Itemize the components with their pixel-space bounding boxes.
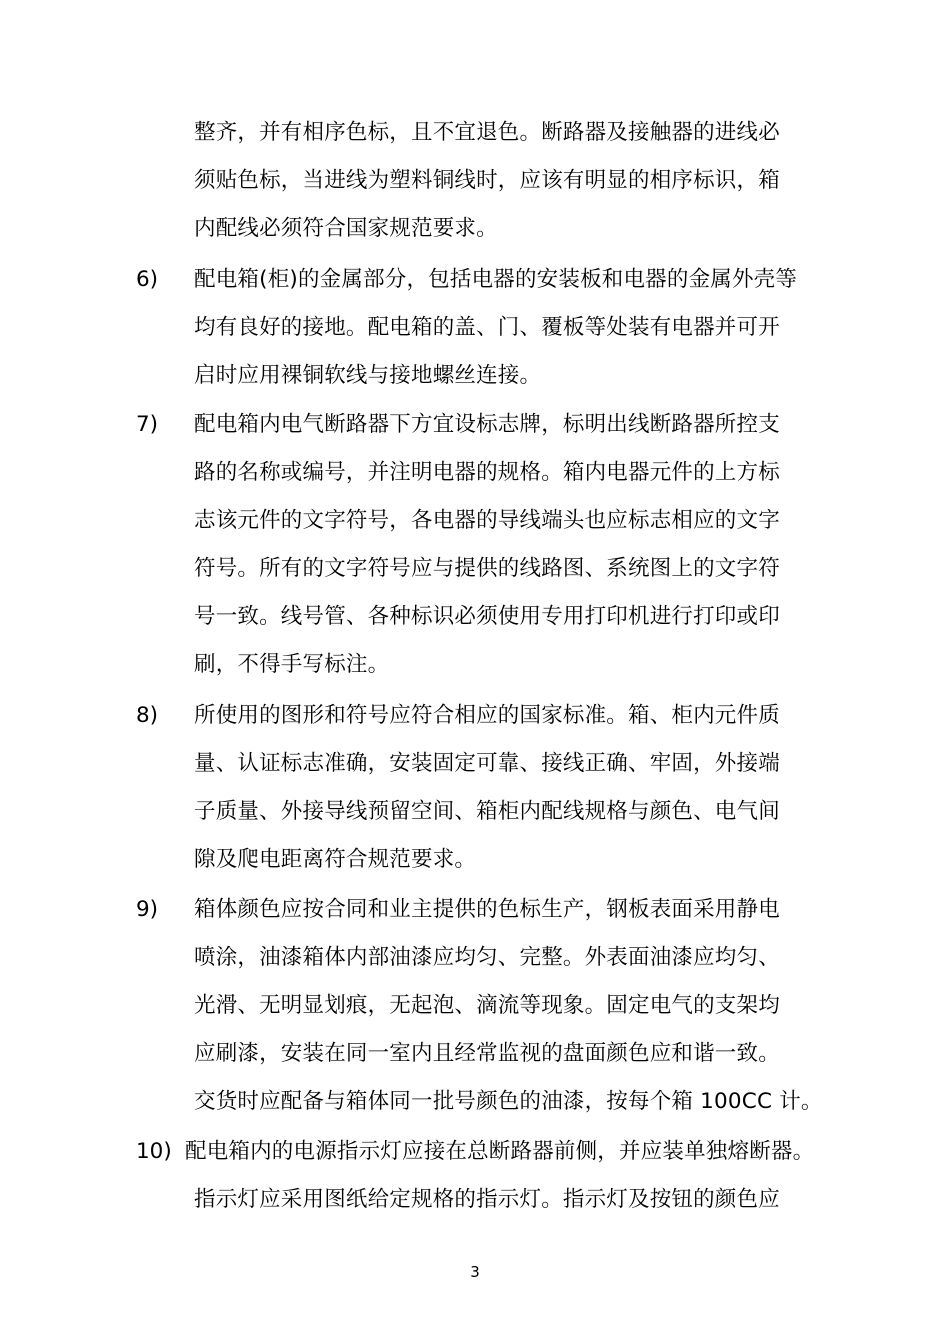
page-number: 3 (470, 1263, 480, 1281)
list-item-line: 配电箱(柜)的金属部分，包括电器的安装板和电器的金属外壳等 (194, 267, 798, 292)
list-item-number: 10) (136, 1139, 172, 1164)
paragraph-line: 整齐，并有相序色标，且不宜退色。断路器及接触器的进线必 (194, 120, 780, 145)
list-item-line: 光滑、无明显划痕，无起泡、滴流等现象。固定电气的支架均 (194, 993, 780, 1018)
list-item-line: 子质量、外接导线预留空间、箱柜内配线规格与颜色、电气间 (194, 799, 780, 824)
list-item-line: 所使用的图形和符号应符合相应的国家标准。箱、柜内元件质 (194, 703, 780, 728)
list-item-line: 符号。所有的文字符号应与提供的线路图、系统图上的文字符 (194, 556, 780, 581)
list-item-line: 箱体颜色应按合同和业主提供的色标生产，钢板表面采用静电 (194, 897, 780, 922)
list-item-line: 隙及爬电距离符合规范要求。 (194, 847, 477, 872)
list-item-number: 7) (136, 412, 159, 437)
list-item-line: 喷涂，油漆箱体内部油漆应均匀、完整。外表面油漆应均匀、 (194, 945, 780, 970)
list-item-number: 8) (136, 703, 159, 728)
list-item-line: 路的名称或编号，并注明电器的规格。箱内电器元件的上方标 (194, 460, 780, 485)
paragraph-line: 内配线必须符合国家规范要求。 (194, 216, 498, 241)
list-item-line: 交货时应配备与箱体同一批号颜色的油漆，按每个箱 100CC 计。 (194, 1089, 823, 1114)
list-item-line: 均有良好的接地。配电箱的盖、门、覆板等处装有电器并可开 (194, 315, 780, 340)
list-item-line: 配电箱内电气断路器下方宜设标志牌，标明出线断路器所控支 (194, 412, 780, 437)
list-item-line: 刷，不得手写标注。 (194, 652, 390, 677)
list-item-line: 指示灯应采用图纸给定规格的指示灯。指示灯及按钮的颜色应 (194, 1187, 780, 1212)
list-item-line: 应刷漆，安装在同一室内且经常监视的盘面颜色应和谐一致。 (194, 1041, 780, 1066)
paragraph-line: 须贴色标，当进线为塑料铜线时，应该有明显的相序标识，箱 (194, 168, 780, 193)
list-item-line: 志该元件的文字符号，各电器的导线端头也应标志相应的文字 (194, 508, 780, 533)
list-item-line: 配电箱内的电源指示灯应接在总断路器前侧，并应装单独熔断器。 (185, 1139, 815, 1164)
list-item-line: 启时应用裸铜软线与接地螺丝连接。 (194, 363, 542, 388)
list-item-number: 9) (136, 897, 159, 922)
list-item-line: 号一致。线号管、各种标识必须使用专用打印机进行打印或印 (194, 604, 780, 629)
list-item-number: 6) (136, 267, 159, 292)
list-item-line: 量、认证标志准确，安装固定可靠、接线正确、牢固，外接端 (194, 751, 780, 776)
